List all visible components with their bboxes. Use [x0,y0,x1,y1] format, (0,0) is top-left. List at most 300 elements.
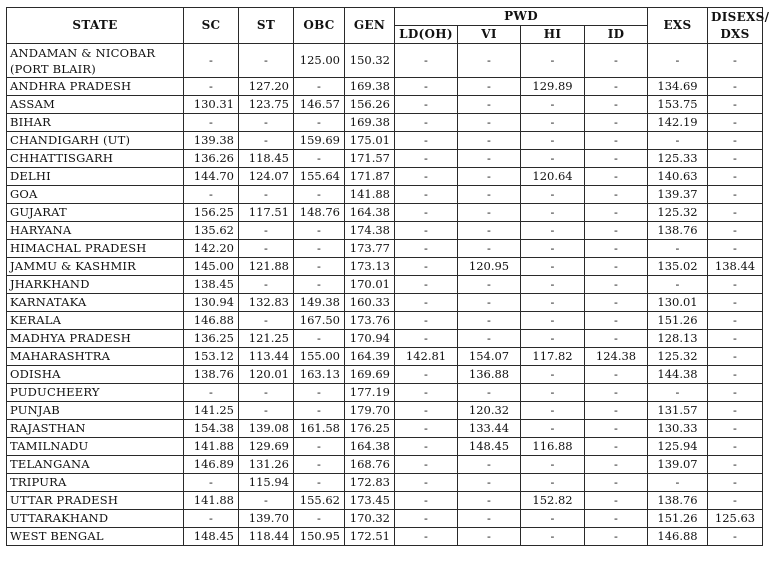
cell-obc: - [294,114,345,132]
cell-state: JAMMU & KASHMIR [7,258,184,276]
cell-pwd-id: - [585,132,648,150]
cell-disexs: - [708,384,763,402]
cell-gen: 171.87 [345,168,395,186]
cell-state: RAJASTHAN [7,420,184,438]
cell-st: - [239,114,294,132]
cell-gen: 177.19 [345,384,395,402]
cell-disexs: - [708,402,763,420]
cell-exs: - [648,132,708,150]
header-st: ST [239,8,294,44]
cell-gen: 173.76 [345,312,395,330]
cell-pwd-vi: - [458,240,521,258]
cell-pwd-id: - [585,204,648,222]
cell-disexs: - [708,456,763,474]
cell-st: - [239,384,294,402]
table-row [7,312,763,330]
cell-pwd-vi: 148.45 [458,438,521,456]
cell-pwd-ld-oh: - [395,150,458,168]
cell-pwd-vi: - [458,114,521,132]
cell-sc: 136.26 [184,150,239,168]
cell-sc: 141.88 [184,492,239,510]
cell-pwd-ld-oh: 142.81 [395,348,458,366]
cell-st: 129.69 [239,438,294,456]
cell-pwd-hi: - [521,312,585,330]
cell-sc: 136.25 [184,330,239,348]
header-disexs-line2: DXS [720,26,750,41]
table-body [7,44,763,546]
cell-obc: - [294,150,345,168]
cell-st: 120.01 [239,366,294,384]
header-pwd-vi: VI [458,26,521,44]
cell-pwd-vi: - [458,96,521,114]
cell-gen: 170.32 [345,510,395,528]
cell-state: BIHAR [7,114,184,132]
cell-obc: 150.95 [294,528,345,546]
cell-gen: 171.57 [345,150,395,168]
cell-pwd-hi: - [521,456,585,474]
cell-pwd-hi: - [521,240,585,258]
cell-sc: 153.12 [184,348,239,366]
cell-pwd-ld-oh: - [395,258,458,276]
cell-pwd-id: - [585,168,648,186]
cell-disexs: - [708,132,763,150]
cell-pwd-vi: - [458,294,521,312]
header-pwd-hi: HI [521,26,585,44]
cell-pwd-ld-oh: - [395,420,458,438]
header-pwd-id: ID [585,26,648,44]
cell-pwd-hi: - [521,258,585,276]
cell-pwd-ld-oh: - [395,186,458,204]
cell-exs: 128.13 [648,330,708,348]
cell-pwd-hi: - [521,420,585,438]
header-obc: OBC [294,8,345,44]
cell-state: ASSAM [7,96,184,114]
cell-pwd-id: - [585,240,648,258]
cell-exs: 140.63 [648,168,708,186]
cell-pwd-id: - [585,456,648,474]
cell-exs: 139.37 [648,186,708,204]
cell-pwd-id: 124.38 [585,348,648,366]
cell-obc: 155.64 [294,168,345,186]
cell-pwd-vi: - [458,222,521,240]
cell-disexs: - [708,474,763,492]
table-row [7,420,763,438]
cell-st: 131.26 [239,456,294,474]
cell-state: MADHYA PRADESH [7,330,184,348]
cell-exs: - [648,240,708,258]
cell-obc: 167.50 [294,312,345,330]
cell-disexs: - [708,150,763,168]
cell-st: 132.83 [239,294,294,312]
cell-pwd-vi: - [458,186,521,204]
cell-pwd-ld-oh: - [395,114,458,132]
cell-gen: 170.94 [345,330,395,348]
cell-pwd-vi: - [458,204,521,222]
cell-sc: 130.94 [184,294,239,312]
table-row [7,168,763,186]
cell-gen: 164.39 [345,348,395,366]
cell-sc: - [184,510,239,528]
cell-pwd-vi: - [458,492,521,510]
cell-disexs: - [708,312,763,330]
cell-pwd-hi: - [521,330,585,348]
cell-pwd-hi: - [521,44,585,78]
cell-pwd-id: - [585,294,648,312]
cell-exs: 130.33 [648,420,708,438]
cell-pwd-id: - [585,78,648,96]
cell-exs: 142.19 [648,114,708,132]
cell-pwd-ld-oh: - [395,330,458,348]
cell-gen: 164.38 [345,204,395,222]
cell-sc: - [184,78,239,96]
cell-pwd-id: - [585,150,648,168]
cell-sc: - [184,384,239,402]
cell-gen: 173.13 [345,258,395,276]
table-row [7,44,763,78]
cell-pwd-vi: - [458,150,521,168]
cell-state: WEST BENGAL [7,528,184,546]
cell-obc: 161.58 [294,420,345,438]
cell-pwd-ld-oh: - [395,132,458,150]
table-row [7,384,763,402]
cell-exs: - [648,474,708,492]
cell-sc: 138.45 [184,276,239,294]
cell-pwd-hi: 116.88 [521,438,585,456]
cell-st: 117.51 [239,204,294,222]
cell-pwd-id: - [585,510,648,528]
cell-sc: 138.76 [184,366,239,384]
cell-pwd-id: - [585,186,648,204]
cell-disexs: - [708,78,763,96]
cell-pwd-id: - [585,330,648,348]
cell-pwd-hi: - [521,294,585,312]
cell-pwd-vi: - [458,330,521,348]
cell-gen: 169.38 [345,78,395,96]
cell-st: - [239,222,294,240]
cell-disexs: - [708,330,763,348]
table-row [7,186,763,204]
cell-pwd-ld-oh: - [395,204,458,222]
cell-sc: - [184,44,239,78]
cell-gen: 169.69 [345,366,395,384]
cell-exs: - [648,384,708,402]
cell-pwd-vi: - [458,168,521,186]
cell-gen: 172.51 [345,528,395,546]
cell-st: 127.20 [239,78,294,96]
cell-pwd-id: - [585,438,648,456]
header-pwd-ld-oh: LD(OH) [395,26,458,44]
cell-disexs: - [708,366,763,384]
cell-exs: 151.26 [648,312,708,330]
cell-disexs: 125.63 [708,510,763,528]
cell-st: 121.88 [239,258,294,276]
cell-pwd-vi: 154.07 [458,348,521,366]
cell-pwd-ld-oh: - [395,510,458,528]
cell-state: ODISHA [7,366,184,384]
cell-gen: 173.45 [345,492,395,510]
cell-pwd-ld-oh: - [395,222,458,240]
cell-sc: 146.88 [184,312,239,330]
cell-pwd-ld-oh: - [395,474,458,492]
cell-pwd-vi: - [458,78,521,96]
cell-pwd-hi: 120.64 [521,168,585,186]
cell-sc: 139.38 [184,132,239,150]
cell-obc: 155.00 [294,348,345,366]
table-row [7,528,763,546]
cell-pwd-ld-oh: - [395,456,458,474]
cell-obc: - [294,276,345,294]
cell-pwd-id: - [585,44,648,78]
cell-st: - [239,312,294,330]
table-row [7,474,763,492]
cell-pwd-hi: - [521,204,585,222]
cell-sc: 141.25 [184,402,239,420]
cell-disexs: - [708,348,763,366]
table-row [7,204,763,222]
cell-pwd-id: - [585,366,648,384]
cell-st: - [239,132,294,150]
cell-pwd-id: - [585,96,648,114]
cell-exs: 134.69 [648,78,708,96]
cell-sc: 154.38 [184,420,239,438]
cell-gen: 170.01 [345,276,395,294]
cell-disexs: - [708,528,763,546]
header-state: STATE [7,8,184,44]
cell-pwd-ld-oh: - [395,276,458,294]
cell-exs: 151.26 [648,510,708,528]
cell-state: KARNATAKA [7,294,184,312]
cell-pwd-vi: - [458,384,521,402]
cell-sc: 146.89 [184,456,239,474]
cell-pwd-vi: 120.32 [458,402,521,420]
cell-exs: 153.75 [648,96,708,114]
cell-pwd-id: - [585,384,648,402]
header-gen: GEN [345,8,395,44]
cell-pwd-ld-oh: - [395,492,458,510]
cell-disexs: - [708,96,763,114]
cell-st: 124.07 [239,168,294,186]
cell-disexs: - [708,186,763,204]
cell-pwd-id: - [585,402,648,420]
cell-obc: 148.76 [294,204,345,222]
cell-pwd-ld-oh: - [395,294,458,312]
cell-pwd-id: - [585,528,648,546]
cell-disexs: 138.44 [708,258,763,276]
cutoff-marks-table [6,7,769,546]
cell-exs: 125.33 [648,150,708,168]
cell-state: PUDUCHEERY [7,384,184,402]
cell-pwd-hi: - [521,474,585,492]
cell-state: HIMACHAL PRADESH [7,240,184,258]
header-pwd: PWD [395,8,648,26]
cell-st: 121.25 [239,330,294,348]
cell-st: 139.08 [239,420,294,438]
cell-obc: 155.62 [294,492,345,510]
cell-gen: 174.38 [345,222,395,240]
cell-gen: 175.01 [345,132,395,150]
cell-pwd-ld-oh: - [395,438,458,456]
cell-disexs: - [708,114,763,132]
cell-pwd-hi: - [521,132,585,150]
table-row [7,402,763,420]
cell-obc: - [294,186,345,204]
cell-obc: - [294,438,345,456]
cell-pwd-vi: - [458,528,521,546]
table-row [7,240,763,258]
table-row [7,456,763,474]
cell-obc: 149.38 [294,294,345,312]
table-row [7,294,763,312]
cell-state: MAHARASHTRA [7,348,184,366]
cell-exs: 135.02 [648,258,708,276]
cell-pwd-vi: 133.44 [458,420,521,438]
cell-disexs: - [708,168,763,186]
cell-st: - [239,402,294,420]
cell-pwd-id: - [585,114,648,132]
cell-pwd-vi: - [458,312,521,330]
table-row [7,510,763,528]
cell-pwd-id: - [585,258,648,276]
cell-pwd-ld-oh: - [395,384,458,402]
cell-pwd-ld-oh: - [395,312,458,330]
cell-disexs: - [708,294,763,312]
table-row [7,348,763,366]
cell-pwd-hi: - [521,402,585,420]
cell-state: KERALA [7,312,184,330]
header-disexs [708,8,769,44]
cell-pwd-id: - [585,492,648,510]
cell-state: UTTARAKHAND [7,510,184,528]
table-row [7,150,763,168]
cell-disexs: - [708,204,763,222]
cell-pwd-vi: - [458,456,521,474]
cell-state: ANDHRA PRADESH [7,78,184,96]
cell-gen: 150.32 [345,44,395,78]
cell-exs: 144.38 [648,366,708,384]
table-row [7,78,763,96]
cell-state: GUJARAT [7,204,184,222]
cell-st: 115.94 [239,474,294,492]
cell-pwd-hi: - [521,186,585,204]
cell-state: TAMILNADU [7,438,184,456]
table-row [7,366,763,384]
cell-obc: 146.57 [294,96,345,114]
cell-pwd-hi: - [521,276,585,294]
cell-pwd-hi: - [521,114,585,132]
cell-gen: 141.88 [345,186,395,204]
cell-exs: 139.07 [648,456,708,474]
cell-pwd-ld-oh: - [395,528,458,546]
cell-st: - [239,240,294,258]
cell-sc: 156.25 [184,204,239,222]
cell-obc: - [294,222,345,240]
cell-disexs: - [708,438,763,456]
table-row [7,114,763,132]
cell-sc: - [184,114,239,132]
cell-pwd-hi: - [521,510,585,528]
cell-obc: - [294,258,345,276]
cell-sc: 145.00 [184,258,239,276]
cell-sc: 135.62 [184,222,239,240]
cell-pwd-vi: - [458,276,521,294]
cell-st: 139.70 [239,510,294,528]
cell-gen: 169.38 [345,114,395,132]
table-row [7,438,763,456]
cell-exs: 138.76 [648,222,708,240]
cell-st: 118.45 [239,150,294,168]
cell-obc: - [294,402,345,420]
cell-pwd-vi: - [458,132,521,150]
cell-st: - [239,492,294,510]
cell-obc: - [294,330,345,348]
cell-gen: 164.38 [345,438,395,456]
cell-gen: 160.33 [345,294,395,312]
cell-pwd-hi: - [521,528,585,546]
cell-sc: 144.70 [184,168,239,186]
cell-disexs: - [708,44,763,78]
table-row [7,222,763,240]
header-sc: SC [184,8,239,44]
cell-disexs: - [708,240,763,258]
cell-pwd-hi: - [521,222,585,240]
cell-obc: - [294,510,345,528]
cell-state: TRIPURA [7,474,184,492]
cell-exs: 146.88 [648,528,708,546]
cell-state: UTTAR PRADESH [7,492,184,510]
cell-exs: 125.94 [648,438,708,456]
cell-pwd-ld-oh: - [395,402,458,420]
cell-exs: 138.76 [648,492,708,510]
header-exs: EXS [648,8,708,44]
cell-pwd-ld-oh: - [395,96,458,114]
cell-gen: 179.70 [345,402,395,420]
cell-pwd-hi: - [521,366,585,384]
table-row [7,132,763,150]
cell-st: 118.44 [239,528,294,546]
cell-disexs: - [708,420,763,438]
cell-exs: 131.57 [648,402,708,420]
cell-pwd-id: - [585,222,648,240]
cell-exs: - [648,276,708,294]
cell-state: HARYANA [7,222,184,240]
cell-obc: - [294,78,345,96]
table-row [7,258,763,276]
cell-sc: 141.88 [184,438,239,456]
cell-state: JHARKHAND [7,276,184,294]
cell-pwd-hi: - [521,150,585,168]
cell-pwd-hi: - [521,96,585,114]
cell-obc: - [294,456,345,474]
cell-obc: 163.13 [294,366,345,384]
cell-st: 123.75 [239,96,294,114]
cell-pwd-ld-oh: - [395,168,458,186]
cell-gen: 176.25 [345,420,395,438]
cell-obc: - [294,474,345,492]
cell-pwd-id: - [585,474,648,492]
cell-state: ANDAMAN & NICOBAR (PORT BLAIR) [7,44,184,78]
cell-pwd-hi: - [521,384,585,402]
cell-disexs: - [708,492,763,510]
cell-pwd-id: - [585,312,648,330]
cell-pwd-ld-oh: - [395,240,458,258]
cell-sc: 130.31 [184,96,239,114]
cell-pwd-vi: 136.88 [458,366,521,384]
cell-pwd-ld-oh: - [395,44,458,78]
cell-state: GOA [7,186,184,204]
cell-disexs: - [708,222,763,240]
cell-st: - [239,44,294,78]
cell-state: CHANDIGARH (UT) [7,132,184,150]
